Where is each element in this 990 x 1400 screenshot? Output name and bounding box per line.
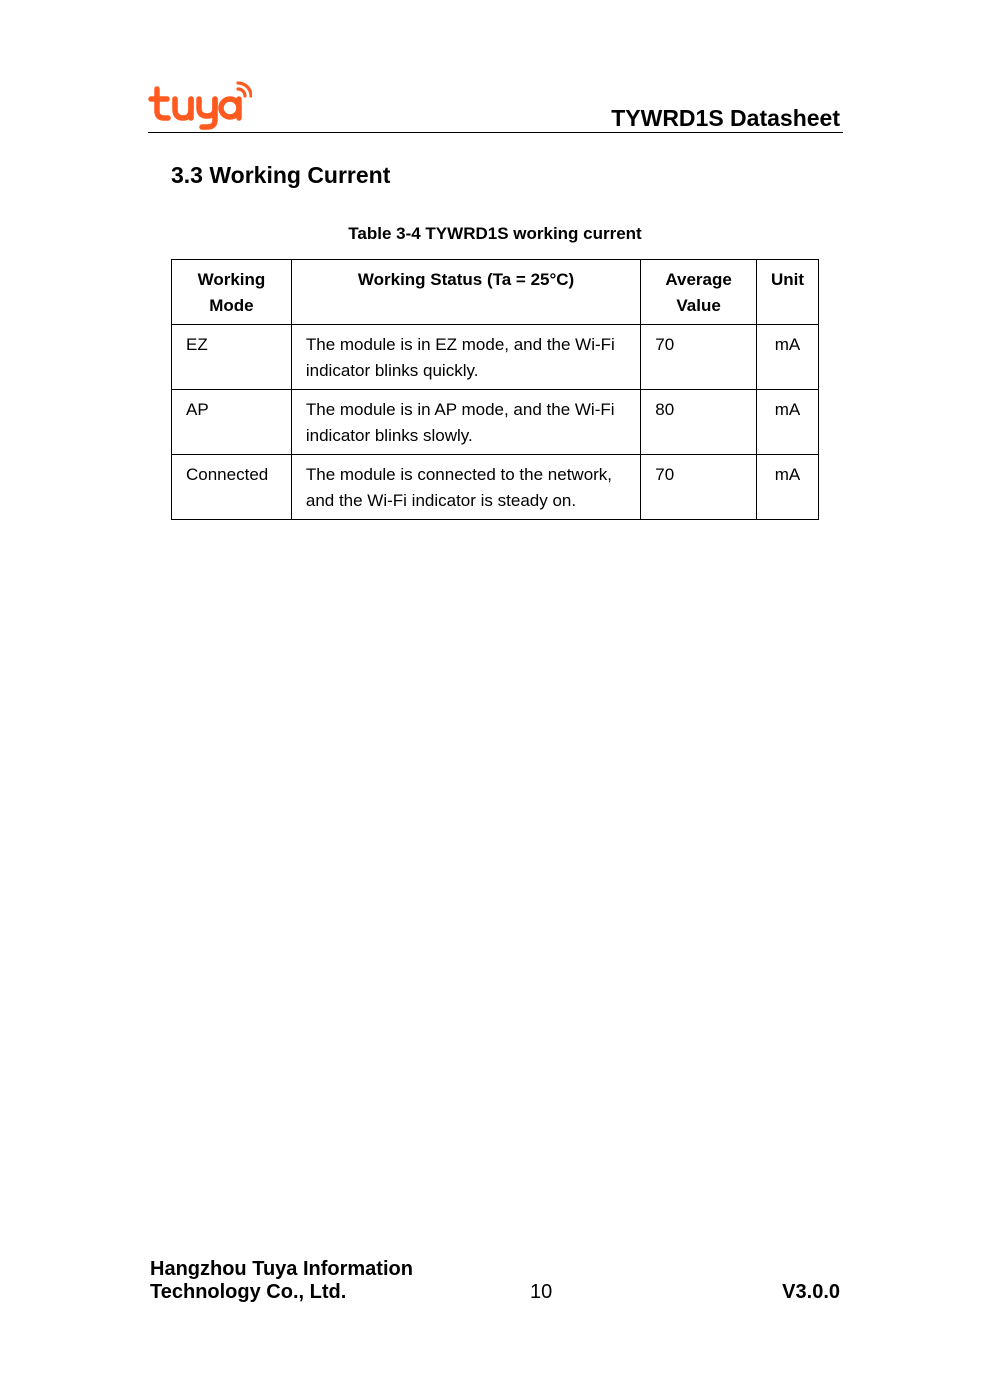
cell-mode: Connected [172, 455, 292, 520]
header-unit [756, 260, 818, 325]
cell-status [291, 455, 640, 520]
header-working-mode [172, 260, 292, 325]
doc-title: TYWRD1S Datasheet [611, 105, 840, 131]
cell-status-line1: The module is connected to the network, [305, 465, 613, 484]
header-value-line2: Value [676, 296, 721, 315]
cell-status-line2: indicator blinks quickly. [305, 361, 479, 380]
footer-company [150, 1258, 413, 1304]
document-version: V3.0.0 [782, 1281, 840, 1303]
header-divider [148, 132, 843, 133]
table-row [172, 390, 819, 455]
working-current-table [171, 259, 819, 520]
cell-status-line2: and the Wi-Fi indicator is steady on. [305, 491, 577, 510]
header-value-line1: Average [665, 270, 732, 289]
table-caption: Table 3-4 TYWRD1S working current [348, 224, 642, 243]
cell-status-line1: The module is in AP mode, and the Wi-Fi [305, 400, 615, 419]
cell-status-line1: The module is in EZ mode, and the Wi-Fi [305, 335, 615, 354]
header-status-text: Working Status (Ta = 25°C) [357, 270, 575, 289]
header-mode-line2: Mode [209, 296, 254, 315]
cell-unit: mA [756, 390, 818, 455]
cell-value: 70 [641, 455, 757, 520]
table-row [172, 325, 819, 390]
page-number: 10 [530, 1281, 553, 1303]
cell-status [291, 390, 640, 455]
footer-company-line1: Hangzhou Tuya Information [150, 1258, 413, 1280]
header-working-status [291, 260, 640, 325]
header-unit-text: Unit [770, 270, 804, 289]
footer-company-line2: Technology Co., Ltd. [150, 1281, 347, 1303]
table-header-row [172, 260, 819, 325]
header-mode-line1: Working [197, 270, 266, 289]
tuya-logo [148, 80, 252, 130]
cell-unit: mA [756, 455, 818, 520]
table-row [172, 455, 819, 520]
section-title: 3.3 Working Current [171, 162, 391, 188]
cell-unit: mA [756, 325, 818, 390]
cell-status [291, 325, 640, 390]
cell-mode: EZ [172, 325, 292, 390]
cell-value: 70 [641, 325, 757, 390]
cell-mode: AP [172, 390, 292, 455]
header-average-value [641, 260, 757, 325]
cell-value: 80 [641, 390, 757, 455]
cell-status-line2: indicator blinks slowly. [305, 426, 473, 445]
